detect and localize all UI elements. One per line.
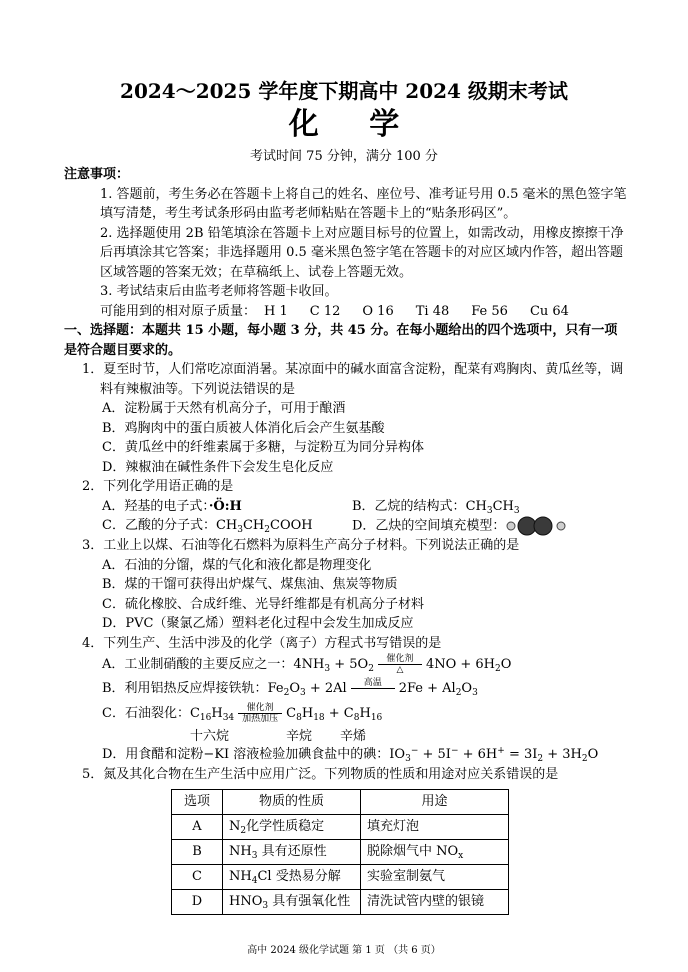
note-item-2: 2. 选择题使用 2B 铅笔填涂在答题卡上对应题目标号的位置上，如需改动，用橡皮擦擦干净后再填涂其它答案；非选择题用 0.5 毫米黑色签字笔在答题卡的对应区域内作答，超出答题区域答题的答案无效；在草稿纸上、试卷上答题无效。 (100, 225, 624, 280)
option-label: A．羟基的电子式： (102, 498, 209, 514)
question-5-stem: 5．氮及其化合物在生产生活中应用广泛。下列物质的性质和用途对应关系错误的是 (82, 766, 559, 782)
reaction-condition: 高温 (351, 678, 395, 699)
question-1-option-d: D．辣椒油在碱性条件下会发生皂化反应 (102, 459, 334, 475)
question-2-option-c (102, 516, 352, 536)
table-row (172, 865, 509, 890)
option-label: B．利用铝热反应焊接铁轨： (102, 681, 268, 696)
section-heading: 一、选择题：本题共 15 小题，每小题 3 分，共 45 分。在每小题给出的四个选项中，只有一项是符合题目要求的。 (64, 323, 618, 358)
question-2-option-d (352, 516, 602, 536)
table-cell-option: C (172, 865, 223, 890)
table-cell-option: D (172, 890, 223, 915)
atomic-mass-label: 可能用到的相对原子质量： (100, 303, 257, 319)
table-row (172, 815, 509, 840)
question-1-option-b: B．鸡胸肉中的蛋白质被人体消化后会产生氨基酸 (102, 420, 385, 436)
question-4-option-c: C．石油裂化：$C_{16}H_{34}$ 催化剂 加热加压 $C_8H_{18} + C_8H_{16}$ (102, 703, 383, 724)
acetylene-space-filling-model (505, 516, 569, 536)
question-3-stem: 3．工业上以煤、石油等化石燃料为原料生产高分子材料。下列说法正确的是 (82, 538, 520, 553)
question-4-stem: 4．下列生产、生活中涉及的化学（离子）方程式书写错误的是 (82, 635, 442, 651)
question-2-stem: 2．下列化学用语正确的是 (82, 479, 234, 494)
reaction-condition: 催化剂 △ (378, 654, 422, 675)
question-3-option-c: C．硫化橡胶、合成纤维、光导纤维都是有机高分子材料 (102, 596, 424, 612)
notes-heading: 注意事项： (64, 167, 130, 182)
ethane-formula: $CH_3CH_3$ (465, 498, 520, 516)
table-cell-use: 填充灯泡 (361, 815, 509, 840)
question-3-option-d: D．PVC（聚氯乙烯）塑料老化过程中会发生加成反应 (102, 616, 414, 631)
question-4-option-a: A．工业制硝酸的主要反应之一：$4NH_3 + 5O_2$ 催化剂 △ $4NO + 6H_2O$ (102, 654, 512, 675)
table-cell-property: $HNO_3$ 具有强氧化性 (223, 890, 361, 915)
atomic-mass: Fe 56 (471, 303, 508, 319)
table-header: 用途 (361, 790, 509, 815)
table-row (172, 890, 509, 915)
note-item-1: 1. 答题前，考生务必在答题卡上将自己的姓名、座位号、准考证号用 0.5 毫米的黑色签字笔填写清楚，考生考试条形码由监考老师粘贴在答题卡上的“贴条形码区”。 (100, 186, 627, 221)
atomic-masses (70, 302, 630, 322)
table-cell-use: 清洗试管内壁的银镜 (361, 890, 509, 915)
question-1-stem: 1．夏至时节，人们常吃凉面消暑。某凉面中的碱水面富含淀粉，配菜有鸡胸肉、黄瓜丝等，调料有辣椒油等。下列说法错误的是 (82, 362, 624, 397)
atomic-mass: O 16 (362, 303, 394, 319)
atomic-mass: Cu 64 (529, 303, 569, 319)
exam-info: 考试时间 75 分钟，满分 100 分 (250, 149, 438, 164)
question-3-option-a: A．石油的分馏，煤的气化和液化都是物理变化 (102, 557, 372, 573)
table-header: 物质的性质 (223, 790, 361, 815)
question-2-row-1 (70, 497, 630, 517)
acetic-acid-formula: $CH_3CH_2COOH$ (215, 518, 313, 535)
table-header-row (172, 790, 509, 815)
option-label: C．石油裂化： (102, 706, 190, 721)
table-cell-property: $N_2$化学性质稳定 (223, 815, 361, 840)
table-row (172, 840, 509, 865)
question-2-option-a (102, 497, 352, 517)
table-cell-option: B (172, 840, 223, 865)
exam-body (64, 165, 630, 784)
question-3-option-b: B．煤的干馏可获得出炉煤气、煤焦油、焦炭等物质 (102, 577, 398, 592)
compound-name: 辛烯 (340, 729, 367, 744)
question-4-option-b: B．利用铝热反应焊接铁轨：$Fe_2O_3 + 2Al$ 高温 $2Fe + Al_2O_3$ (102, 678, 478, 698)
option-label: D．乙炔的空间填充模型： (352, 518, 506, 534)
page-footer: 高中 2024 级化学试题 第 1 页 （共 6 页） (247, 945, 441, 956)
subject-title: 化 学 (288, 107, 420, 142)
table-cell-property: $NH_4Cl$ 受热易分解 (223, 865, 361, 890)
option-label: C．乙酸的分子式： (102, 518, 216, 533)
note-item-3: 3. 考试结束后由监考老师将答题卡收回。 (100, 284, 338, 299)
question-1-option-c: C．黄瓜丝中的纤维素属于多糖，与淀粉互为同分异构体 (102, 440, 424, 455)
atomic-mass: C 12 (309, 303, 341, 319)
atomic-mass: Ti 48 (415, 303, 450, 319)
option-label: A．工业制硝酸的主要反应之一： (102, 657, 294, 672)
question-4-option-c-names (70, 727, 630, 745)
compound-name: 辛烷 (286, 729, 313, 744)
question-5-table (171, 789, 509, 915)
question-2-row-2 (70, 516, 630, 536)
option-label: D．用食醋和淀粉−KI 溶液检验加碘食盐中的碘： (102, 747, 390, 762)
atomic-mass: H 1 (264, 303, 288, 319)
compound-name: 十六烷 (190, 729, 230, 744)
table-cell-property: $NH_3$ 具有还原性 (223, 840, 361, 865)
question-1-option-a: A．淀粉属于天然有机高分子，可用于酿酒 (102, 401, 346, 416)
table-header: 选项 (172, 790, 223, 815)
question-4-option-d: D．用食醋和淀粉−KI 溶液检验加碘食盐中的碘：$IO_3^- + 5I^- + 6H^+ = 3I_2 + 3H_2O$ (102, 746, 599, 764)
table-cell-use: 脱除烟气中 $NO_x$ (361, 840, 509, 865)
question-2-option-b (352, 497, 602, 517)
option-label: B．乙烷的结构式： (352, 498, 466, 514)
table-cell-use: 实验室制氨气 (361, 865, 509, 890)
exam-title: 2024～2025 学年度下期高中 2024 级期末考试 (120, 79, 568, 103)
table-cell-option: A (172, 815, 223, 840)
reaction-condition: 催化剂 加热加压 (238, 703, 282, 724)
hydroxyl-electron-formula: ·Ö:H (208, 498, 242, 514)
